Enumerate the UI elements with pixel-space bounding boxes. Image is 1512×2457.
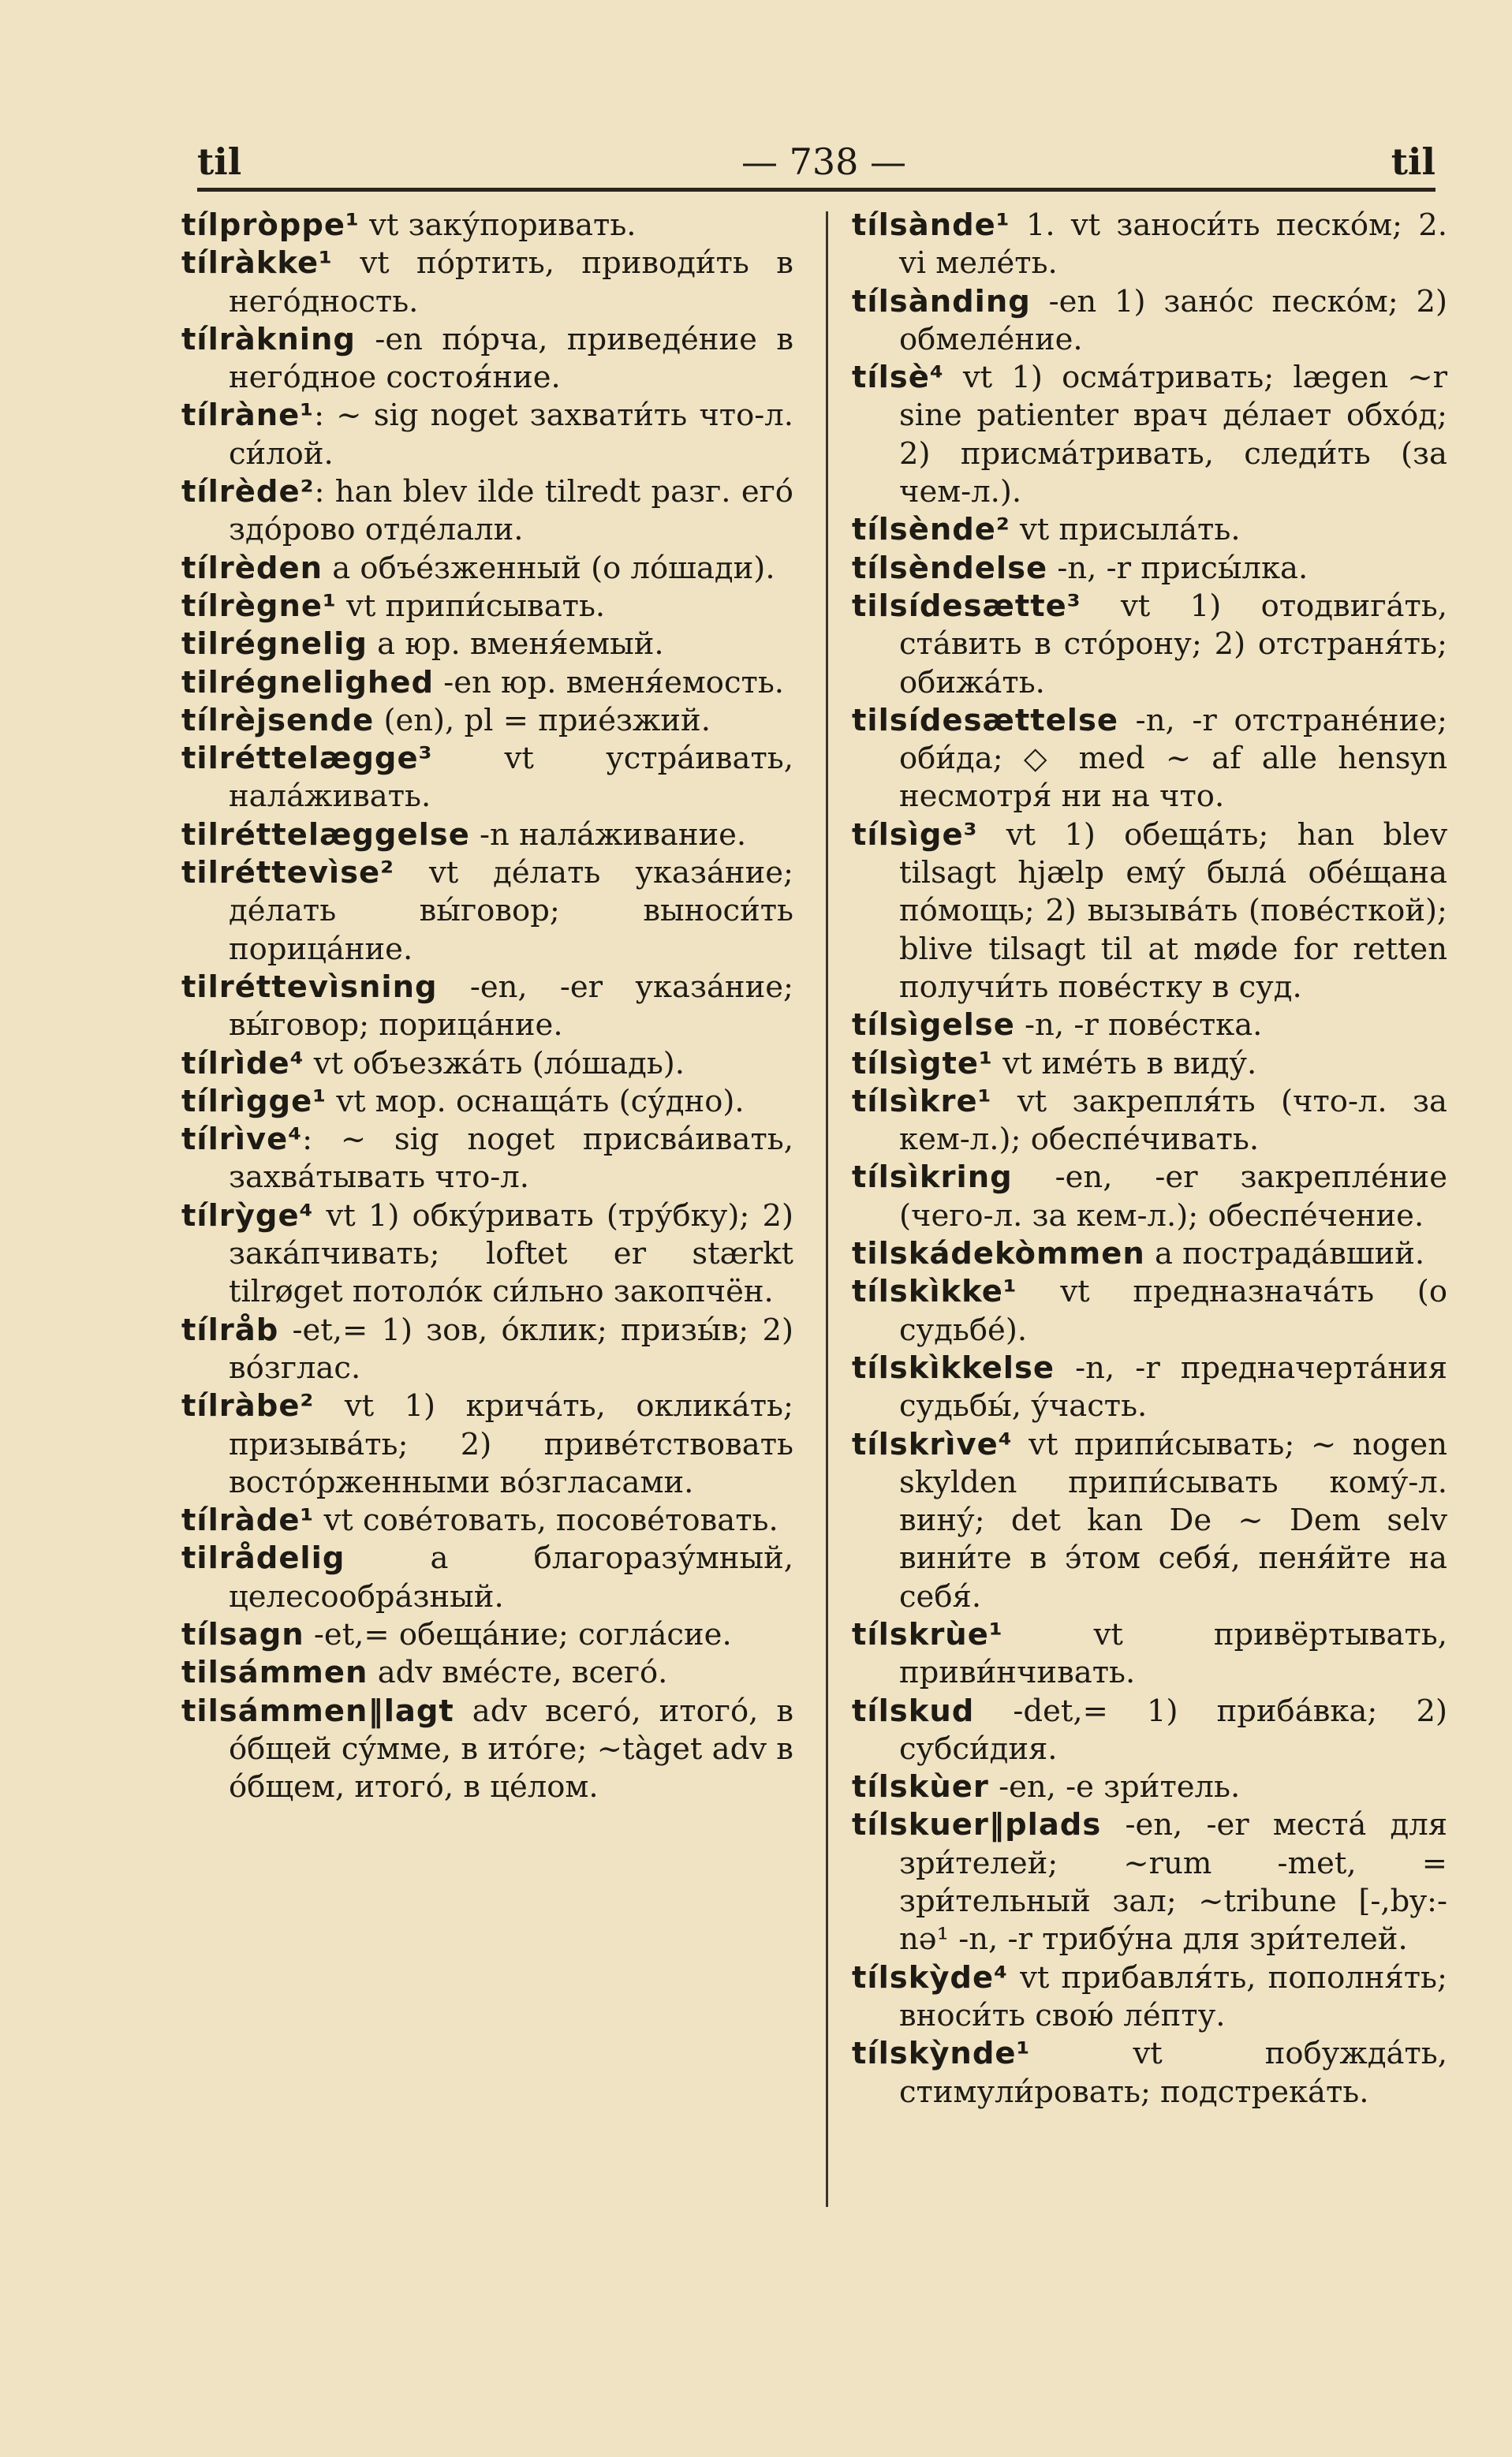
- entry-headword: tílsagn: [181, 1616, 304, 1652]
- dictionary-entry: [852, 1006, 1447, 1044]
- entry-headword: tilréttelæggelse: [181, 816, 470, 853]
- dictionary-entry: [181, 1312, 793, 1388]
- entry-headword: tílskỳde⁴: [852, 1959, 1008, 1996]
- entry-headword: tílrède²: [181, 474, 315, 510]
- dictionary-entry: [181, 550, 793, 588]
- entry-headword: tilrégnelighed: [181, 664, 435, 700]
- entry-headword: tílràde¹: [181, 1503, 315, 1539]
- page-header: [197, 133, 1435, 188]
- entry-definition: vt мор. оснаща́ть (су́дно).: [327, 1083, 745, 1119]
- entry-headword: tílrìve⁴: [181, 1122, 303, 1158]
- entry-headword: tílsìkring: [852, 1159, 1013, 1196]
- dictionary-entry: [852, 207, 1447, 283]
- entry-definition: a благоразу́мный, целесообра́зный.: [229, 1540, 793, 1615]
- entry-headword: tílsìkre¹: [852, 1083, 992, 1119]
- dictionary-entry: [181, 1121, 793, 1197]
- dictionary-entry: [852, 1083, 1447, 1159]
- dictionary-entry: [181, 1654, 793, 1692]
- entry-headword: tílrèjsende: [181, 702, 375, 738]
- dictionary-entry: [852, 1616, 1447, 1693]
- entry-definition: vt припи́сывать.: [336, 588, 606, 624]
- dictionary-entry: [181, 854, 793, 969]
- entry-headword: tilskádekòmmen: [852, 1236, 1145, 1272]
- entry-definition: vt припи́сывать; ~ nogen skylden припи́сывать кому́-л. вину́; det kan De ~ Dem selv вини́те в э́том себя́, пеня́йте на себя́.: [899, 1426, 1447, 1615]
- entry-headword: tilsámmen: [181, 1655, 368, 1691]
- entry-headword: tílrìgge¹: [181, 1083, 327, 1119]
- entry-headword: tílsìgte¹: [852, 1045, 993, 1081]
- entry-headword: tílsè⁴: [852, 360, 944, 396]
- entry-definition: -n, -r пове́стка.: [1014, 1007, 1263, 1044]
- entry-definition: -en, -er указа́ние; вы́говор; порица́ние.: [229, 969, 793, 1044]
- dictionary-entry: [181, 969, 793, 1045]
- column-divider: [826, 211, 828, 2207]
- entry-definition: vt предназнача́ть (о судьбе́).: [899, 1274, 1447, 1348]
- entry-headword: tílrègne¹: [181, 588, 337, 624]
- entry-headword: tilrégnelig: [181, 626, 368, 663]
- entry-definition: vt 1) осма́тривать; lægen ~r sine patienter врач де́лает обхо́д; 2) присма́тривать, следи́ть (за чем-л.).: [899, 360, 1447, 510]
- entry-headword: tílràkke¹: [181, 245, 333, 282]
- dictionary-entry: [852, 588, 1447, 702]
- left-column: [181, 207, 793, 1806]
- entry-headword: tílsànding: [852, 283, 1031, 319]
- entry-definition: : han blev ilde tilredt разг. его́ здо́рово отде́лали.: [229, 474, 793, 548]
- entry-definition: vt прибавля́ть, пополня́ть; вноси́ть свою́ ле́пту.: [899, 1959, 1447, 2033]
- entry-definition: -en, -e зри́тель.: [988, 1769, 1241, 1805]
- dictionary-entry: [181, 1083, 793, 1121]
- page-number: — 738 —: [741, 140, 907, 183]
- entry-definition: adv всего́, итого́, в о́бщей су́мме, в ито́ге; ~tàget adv в о́бщем, итого́, в це́лом.: [229, 1693, 793, 1805]
- entry-definition: -n, -r предначерта́ния судьбы́, у́часть.: [899, 1350, 1447, 1425]
- entry-definition: -en по́рча, приведе́ние в него́дное состоя́ние.: [229, 321, 793, 396]
- entry-definition: -en, -er закрепле́ние (чего-л. за кем-л.); обеспе́чение.: [899, 1159, 1447, 1234]
- entry-headword: tílsìge³: [852, 816, 978, 853]
- header-left-guideword: til: [197, 140, 242, 183]
- entry-definition: vt по́ртить, приводи́ть в него́дность.: [229, 245, 793, 319]
- dictionary-entry: [852, 816, 1447, 1006]
- dictionary-entry: [852, 550, 1447, 588]
- entry-definition: -n, -r присы́лка.: [1047, 550, 1309, 586]
- entry-headword: tílsènde²: [852, 512, 1010, 548]
- entry-definition: vt привёртывать, приви́нчивать.: [899, 1616, 1447, 1691]
- dictionary-entry: [852, 1806, 1447, 1959]
- entry-headword: tílsèndelse: [852, 550, 1048, 586]
- dictionary-entry: [181, 664, 793, 702]
- dictionary-entry: [181, 740, 793, 816]
- dictionary-entry: [181, 1693, 793, 1807]
- entry-headword: tílrìde⁴: [181, 1045, 304, 1081]
- entry-definition: : ~ sig noget захвати́ть что-л. си́лой.: [229, 398, 793, 472]
- dictionary-entry: [852, 1159, 1447, 1235]
- entry-headword: tílskùer: [852, 1769, 989, 1805]
- entry-headword: tílsìgelse: [852, 1007, 1015, 1044]
- entry-headword: tílrèden: [181, 550, 323, 586]
- dictionary-entry: [181, 625, 793, 663]
- entry-definition: a пострада́вший.: [1144, 1236, 1425, 1272]
- dictionary-entry: [852, 1045, 1447, 1083]
- dictionary-entry: [181, 207, 793, 245]
- entry-definition: -et,= обеща́ние; согла́сие.: [304, 1616, 732, 1652]
- entry-definition: (en), pl = прие́зжий.: [374, 702, 711, 738]
- entry-headword: tilréttevìsning: [181, 969, 438, 1005]
- entry-headword: tílskìkkelse: [852, 1350, 1055, 1386]
- entry-headword: tílsànde¹: [852, 207, 1010, 243]
- entry-definition: -n нала́живание.: [469, 816, 747, 853]
- dictionary-entry: [181, 321, 793, 398]
- dictionary-entry: [852, 511, 1447, 549]
- dictionary-entry: [852, 2035, 1447, 2112]
- entry-definition: vt сове́товать, посове́товать.: [314, 1503, 778, 1539]
- entry-definition: vt де́лать указа́ние; де́лать вы́говор; выноси́ть порица́ние.: [229, 855, 793, 967]
- entry-headword: tílråb: [181, 1312, 279, 1348]
- dictionary-entry: [181, 1197, 793, 1312]
- dictionary-entry: [852, 283, 1447, 360]
- entry-headword: tilsídesættelse: [852, 702, 1118, 738]
- entry-definition: vt устра́ивать, нала́живать.: [229, 741, 793, 815]
- entry-headword: tilsídesætte³: [852, 588, 1081, 624]
- entry-definition: a юр. вменя́емый.: [367, 626, 664, 663]
- entry-definition: adv вме́сте, всего́.: [368, 1655, 668, 1691]
- entry-definition: vt име́ть в виду́.: [992, 1045, 1257, 1081]
- entry-definition: -en 1) зано́с песко́м; 2) обмеле́ние.: [899, 283, 1447, 357]
- entry-definition: -et,= 1) зов, о́клик; призы́в; 2) во́зглас.: [229, 1312, 793, 1386]
- header-right-guideword: til: [1391, 140, 1435, 183]
- entry-definition: vt присыла́ть.: [1010, 512, 1241, 548]
- dictionary-entry: [181, 588, 793, 625]
- entry-definition: 1. vt заноси́ть песко́м; 2. vi меле́ть.: [899, 207, 1447, 282]
- entry-definition: -en юр. вменя́емость.: [434, 664, 785, 700]
- dictionary-entry: [181, 245, 793, 321]
- entry-headword: tílràbe²: [181, 1388, 315, 1425]
- entry-headword: tilréttevìse²: [181, 855, 394, 891]
- entry-headword: tílskỳnde¹: [852, 2036, 1031, 2072]
- dictionary-entry: [852, 1235, 1447, 1273]
- header-rule: [197, 188, 1435, 192]
- entry-headword: tílràne¹: [181, 398, 315, 434]
- dictionary-entry: [852, 1273, 1447, 1350]
- dictionary-entry: [852, 1693, 1447, 1769]
- dictionary-entry: [181, 702, 793, 740]
- entry-definition: -n, -r отстране́ние; оби́да; ◇ med ~ af alle hensyn несмотря́ ни на что.: [899, 702, 1447, 815]
- dictionary-entry: [181, 1540, 793, 1616]
- entry-headword: tílskuer‖plads: [852, 1807, 1102, 1843]
- dictionary-entry: [852, 1426, 1447, 1616]
- dictionary-entry: [181, 397, 793, 473]
- entry-headword: tílskud: [852, 1693, 975, 1729]
- entry-definition: vt объезжа́ть (ло́шадь).: [304, 1045, 685, 1081]
- entry-headword: tílpròppe¹: [181, 207, 360, 243]
- dictionary-entry: [181, 816, 793, 854]
- entry-definition: vt 1) обеща́ть; han blev tilsagt hjælp ему́ была́ обе́щана по́мощь; 2) вызыва́ть (пове́сткой); blive tilsagt til at møde for retten получи́ть пове́стку в суд.: [899, 816, 1447, 1005]
- dictionary-entry: [181, 1387, 793, 1502]
- entry-definition: vt 1) крича́ть, оклика́ть; призыва́ть; 2) приве́тствовать восто́рженными во́згласами.: [229, 1388, 793, 1500]
- dictionary-entry: [181, 1502, 793, 1540]
- dictionary-entry: [852, 702, 1447, 816]
- entry-definition: -det,= 1) приба́вка; 2) субси́дия.: [899, 1693, 1447, 1767]
- entry-definition: -en, -er места́ для зри́телей; ~rum -met, = зри́тельный зал; ~tribune [-,by:-nə¹ -n, -r трибу́на для зри́телей.: [899, 1807, 1447, 1958]
- entry-definition: vt 1) обку́ривать (тру́бку); 2) зака́пчивать; loftet er stærkt tilrøget потоло́к си́льно закопчён.: [229, 1197, 793, 1310]
- dictionary-entry: [852, 359, 1447, 511]
- dictionary-entry: [852, 1959, 1447, 2036]
- entry-definition: vt закрепля́ть (что-л. за кем-л.); обеспе́чивать.: [899, 1083, 1447, 1158]
- right-column: [852, 207, 1447, 2112]
- dictionary-entry: [181, 473, 793, 550]
- entry-headword: tilrådelig: [181, 1540, 345, 1577]
- dictionary-entry: [181, 1045, 793, 1083]
- entry-definition: vt заку́поривать.: [359, 207, 637, 243]
- entry-definition: vt побужда́ть, стимули́ровать; подстрека́ть.: [899, 2036, 1447, 2110]
- entry-headword: tílrỳge⁴: [181, 1197, 314, 1234]
- entry-definition: a объе́зженный (о ло́шади).: [322, 550, 775, 586]
- entry-definition: : ~ sig noget присва́ивать, захва́тывать что-л.: [229, 1122, 793, 1196]
- dictionary-entry: [852, 1350, 1447, 1426]
- dictionary-entry: [852, 1768, 1447, 1806]
- entry-headword: tílskrùe¹: [852, 1616, 1003, 1652]
- dictionary-entry: [181, 1616, 793, 1654]
- entry-headword: tilsámmen‖lagt: [181, 1693, 454, 1729]
- entry-headword: tilréttelægge³: [181, 741, 433, 777]
- entry-headword: tílskìkke¹: [852, 1274, 1017, 1310]
- entry-definition: vt 1) отодвига́ть, ста́вить в сто́рону; 2) отстраня́ть; обижа́ть.: [899, 588, 1447, 700]
- entry-headword: tílskrìve⁴: [852, 1426, 1013, 1462]
- entry-headword: tílràkning: [181, 321, 356, 357]
